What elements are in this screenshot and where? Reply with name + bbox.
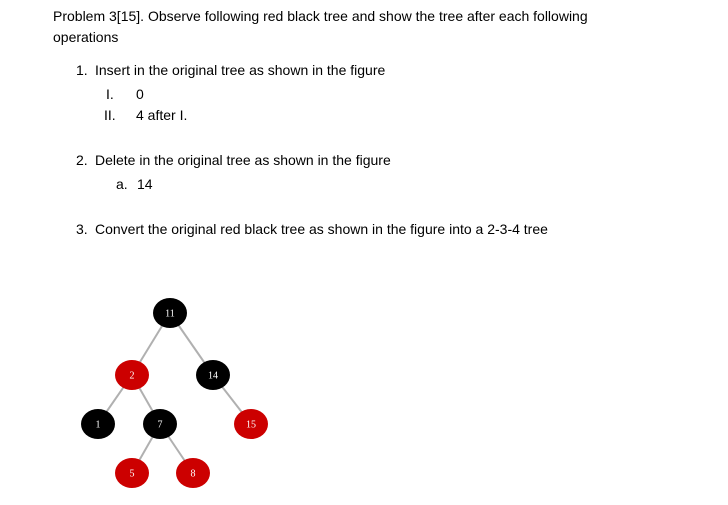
item-2-sub-1-marker: a. bbox=[116, 176, 128, 192]
item-2-sub-1-text: 14 bbox=[137, 176, 153, 192]
tree-node-label-2: 2 bbox=[129, 370, 135, 382]
item-1-sub-1-marker: I. bbox=[106, 86, 114, 102]
item-2-number: 2. bbox=[76, 152, 88, 168]
tree-node-1 bbox=[81, 409, 115, 439]
item-1-sub-2-marker: II. bbox=[104, 107, 116, 123]
tree-node-14 bbox=[196, 360, 230, 390]
item-1-sub-2-text: 4 after I. bbox=[136, 107, 188, 123]
tree-node-11 bbox=[153, 298, 187, 328]
tree-node-label-14: 14 bbox=[208, 370, 218, 382]
item-1-sub-1-text: 0 bbox=[136, 86, 144, 102]
tree-node-15 bbox=[234, 409, 268, 439]
item-1-number: 1. bbox=[76, 62, 88, 78]
tree-node-7 bbox=[143, 409, 177, 439]
tree-node-label-5: 5 bbox=[129, 468, 135, 480]
tree-edges bbox=[95, 313, 251, 473]
tree-node-label-8: 8 bbox=[190, 468, 196, 480]
item-1-text: Insert in the original tree as shown in the figure bbox=[95, 62, 386, 78]
tree-node-label-11: 11 bbox=[165, 308, 175, 320]
item-3-number: 3. bbox=[76, 221, 88, 237]
tree-node-label-7: 7 bbox=[157, 419, 163, 431]
item-2-text: Delete in the original tree as shown in the figure bbox=[95, 152, 391, 168]
tree-node-label-1: 1 bbox=[95, 419, 101, 431]
tree-node-5 bbox=[115, 458, 149, 488]
problem-title: Problem 3[15]. Observe following red black tree and show the tree after each following operations bbox=[53, 8, 588, 45]
tree-node-8 bbox=[176, 458, 210, 488]
item-3-text: Convert the original red black tree as shown in the figure into a 2-3-4 tree bbox=[95, 221, 548, 237]
tree-nodes bbox=[81, 298, 268, 488]
tree-node-2 bbox=[115, 360, 149, 390]
tree-node-label-15: 15 bbox=[246, 419, 256, 431]
